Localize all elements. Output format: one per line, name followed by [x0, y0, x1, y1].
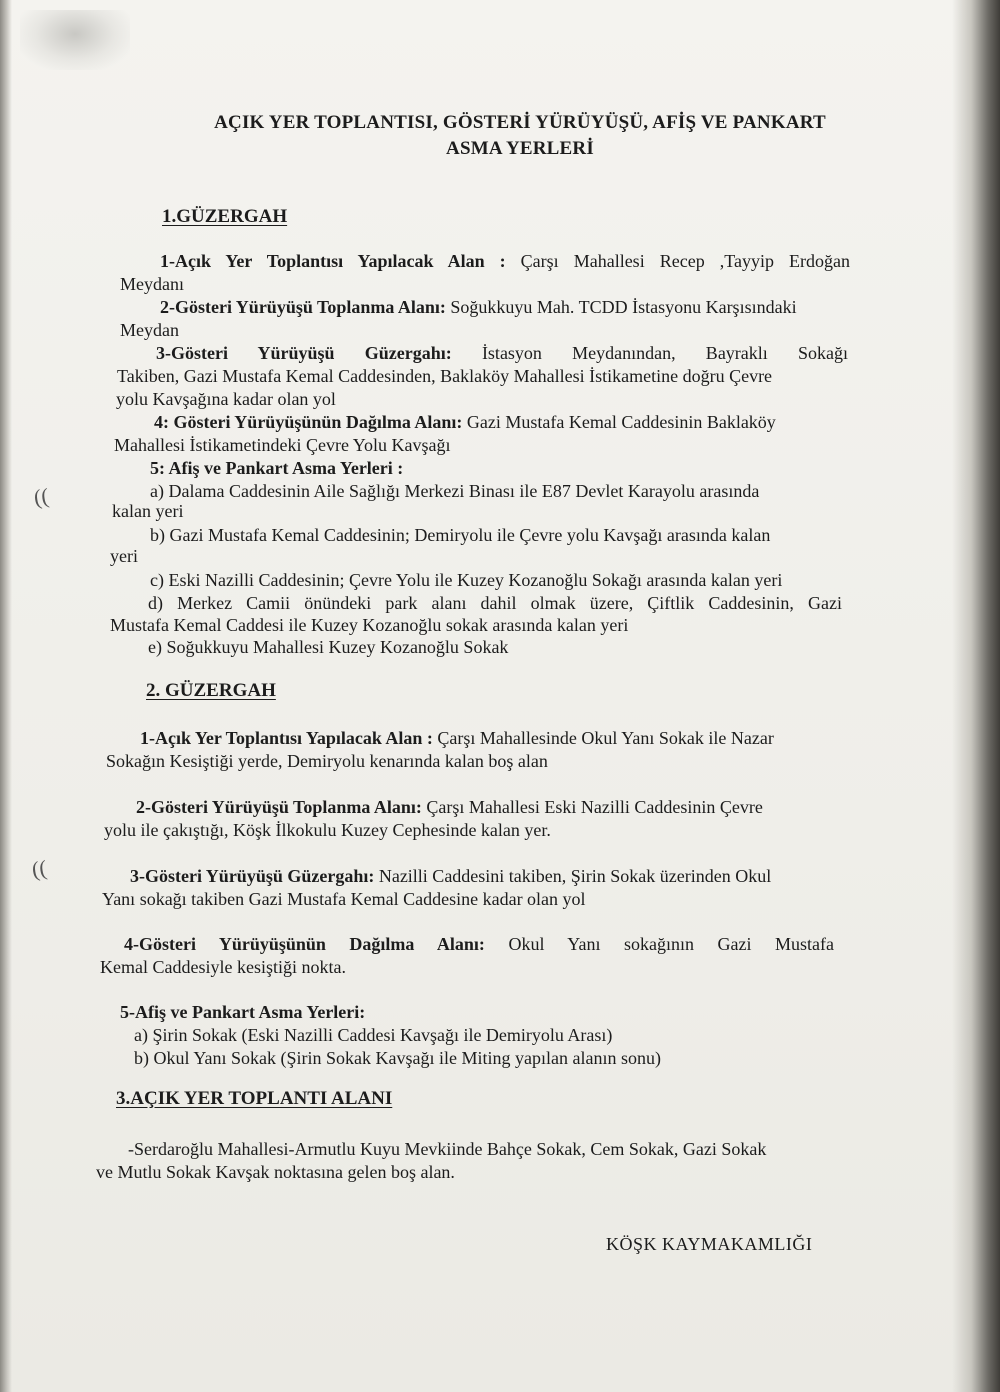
route-1-item-5-d: d) Merkez Camii önündeki park alanı dahil olmak üzere, Çiftlik Caddesinin, Gazi	[148, 593, 842, 613]
route-1-item-5-d-cont: Mustafa Kemal Caddesi ile Kuzey Kozanoğlu sokak arasında kalan yeri	[110, 615, 629, 635]
route-2-item-1: 1-Açık Yer Toplantısı Yapılacak Alan : Çarşı Mahallesinde Okul Yanı Sokak ile Nazar	[140, 728, 774, 748]
route-1-item-5-e: e) Soğukkuyu Mahallesi Kuzey Kozanoğlu Sokak	[148, 637, 509, 657]
scan-smudge	[20, 10, 130, 70]
page-left-shadow	[0, 0, 12, 1392]
route-1-item-5-a-cont: kalan yeri	[112, 501, 184, 521]
route-2-item-5-a: a) Şirin Sokak (Eski Nazilli Caddesi Kavşağı ile Demiryolu Arası)	[134, 1025, 613, 1045]
area-3-line-1: -Serdaroğlu Mahallesi-Armutlu Kuyu Mevkiinde Bahçe Sokak, Cem Sokak, Gazi Sokak	[128, 1139, 767, 1159]
area-3-line-2: ve Mutlu Sokak Kavşak noktasına gelen boş alan.	[96, 1162, 455, 1182]
route-1-item-3: 3-Gösteri Yürüyüşü Güzergahı: İstasyon Meydanından, Bayraklı Sokağı	[156, 343, 848, 363]
title-line-2: ASMA YERLERİ	[446, 138, 594, 159]
route-1-item-5: 5: Afiş ve Pankart Asma Yerleri :	[150, 458, 404, 478]
route-2-item-5-b: b) Okul Yanı Sokak (Şirin Sokak Kavşağı ile Miting yapılan alanın sonu)	[134, 1048, 661, 1068]
route-1-item-4-cont: Mahallesi İstikametindeki Çevre Yolu Kavşağı	[114, 435, 451, 455]
margin-mark: ((	[32, 483, 51, 510]
route-1-item-5-a: a) Dalama Caddesinin Aile Sağlığı Merkezi Binası ile E87 Devlet Karayolu arasında	[150, 481, 760, 501]
route-1-item-2-cont: Meydan	[120, 320, 179, 340]
route-1-item-2: 2-Gösteri Yürüyüşü Toplanma Alanı: Soğukkuyu Mah. TCDD İstasyonu Karşısındaki	[160, 297, 797, 317]
page-right-shadow	[952, 0, 1000, 1392]
route-2-item-3: 3-Gösteri Yürüyüşü Güzergahı: Nazilli Caddesini takiben, Şirin Sokak üzerinden Okul	[130, 866, 772, 886]
route-2-heading: 2. GÜZERGAH	[146, 680, 276, 701]
route-1-item-5-c: c) Eski Nazilli Caddesinin; Çevre Yolu ile Kuzey Kozanoğlu Sokağı arasında kalan yeri	[150, 570, 783, 590]
route-1-item-3-cont-1: Takiben, Gazi Mustafa Kemal Caddesinden, Baklaköy Mahallesi İstikametine doğru Çevre	[117, 366, 773, 386]
route-1-item-3-cont-2: yolu Kavşağına kadar olan yol	[116, 389, 336, 409]
title-line-1: AÇIK YER TOPLANTISI, GÖSTERİ YÜRÜYÜŞÜ, AFİŞ VE PANKART	[214, 112, 826, 133]
document-title	[140, 110, 900, 162]
route-1-heading: 1.GÜZERGAH	[162, 206, 288, 227]
route-2-item-3-cont: Yanı sokağı takiben Gazi Mustafa Kemal Caddesine kadar olan yol	[102, 889, 586, 909]
signature-authority: KÖŞK KAYMAKAMLIĞI	[606, 1234, 813, 1254]
route-1-item-4: 4: Gösteri Yürüyüşünün Dağılma Alanı: Gazi Mustafa Kemal Caddesinin Baklaköy	[154, 412, 776, 432]
area-3-heading: 3.AÇIK YER TOPLANTI ALANI	[116, 1088, 393, 1109]
route-1-item-1: 1-Açık Yer Toplantısı Yapılacak Alan : Çarşı Mahallesi Recep ,Tayyip Erdoğan	[160, 251, 851, 271]
route-2-item-4-cont: Kemal Caddesiyle kesiştiği nokta.	[100, 957, 346, 977]
route-2-item-2-cont: yolu ile çakıştığı, Köşk İlkokulu Kuzey Cephesinde kalan yer.	[104, 820, 551, 840]
margin-mark: ((	[30, 855, 49, 882]
route-1-item-5-b-cont: yeri	[110, 546, 138, 566]
route-2-item-4: 4-Gösteri Yürüyüşünün Dağılma Alanı: Okul Yanı sokağının Gazi Mustafa	[124, 934, 834, 954]
route-2-item-1-cont: Sokağın Kesiştiği yerde, Demiryolu kenarında kalan boş alan	[106, 751, 548, 771]
route-1-item-1-cont: Meydanı	[120, 274, 184, 294]
route-2-item-2: 2-Gösteri Yürüyüşü Toplanma Alanı: Çarşı Mahallesi Eski Nazilli Caddesinin Çevre	[136, 797, 763, 817]
route-2-item-5: 5-Afiş ve Pankart Asma Yerleri:	[120, 1002, 366, 1022]
route-1-item-5-b: b) Gazi Mustafa Kemal Caddesinin; Demiryolu ile Çevre yolu Kavşağı arasında kalan	[150, 525, 771, 545]
